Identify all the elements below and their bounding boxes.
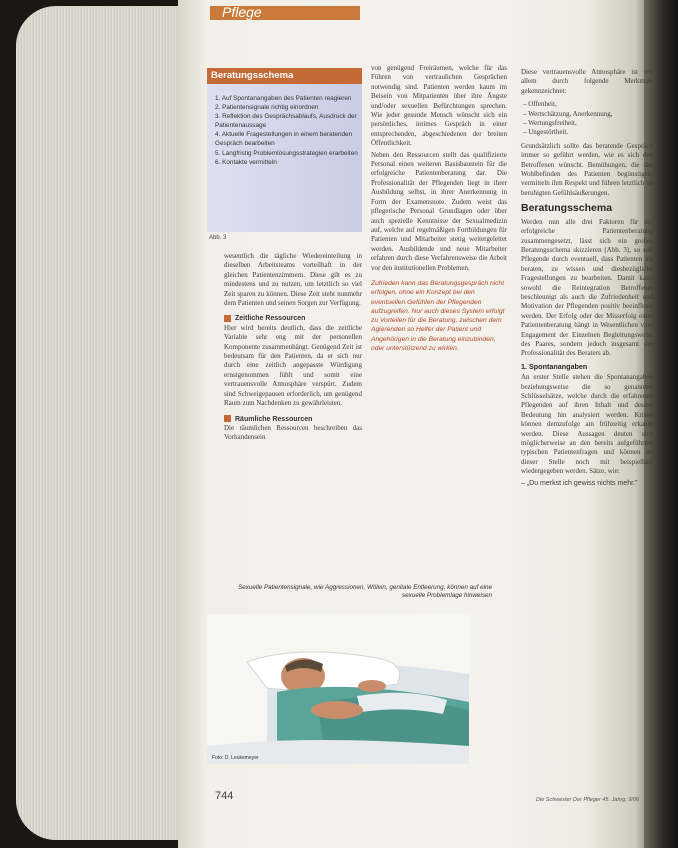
subheading-label: Zeitliche Ressourcen — [235, 315, 306, 323]
running-footer: Die Schwester Der Pfleger 45. Jahrg. 9/06 — [536, 797, 640, 803]
schema-item: 3. Reflektion des Gesprächsablaufs, Ausdruck der Patientenaussage — [215, 113, 357, 130]
schema-item: 2. Patientensignale richtig einordnen — [215, 104, 319, 112]
paragraph: Diese vertrauensvolle Atmosphäre ist vor allem durch folgende Merkmale gekennzeichnet: — [521, 68, 653, 95]
schema-item: 6. Kontakte vermitteln — [215, 158, 277, 166]
subheading-label: Räumliche Ressourcen — [235, 415, 313, 423]
schema-item: 5. Langfristig Problemlösungsstrategien erarbeiten — [215, 149, 358, 157]
schema-item: 1. Auf Spontanangaben des Patienten reagieren — [215, 95, 352, 102]
photo-credit: Foto: D. Leukemeyer — [212, 755, 259, 761]
photo-caption: Sexuelle Patientensignale, wie Aggressionen, Wtilein, genitale Entleerung, können auf eine sexuelle Problemlage hinweisen — [238, 584, 492, 599]
column-2 — [371, 64, 507, 353]
page-number: 744 — [215, 790, 234, 802]
paragraph: von genügend Freiräumen, welche für das Führen von vertraulichen Gesprächen notwendig sind. Patienten werden kaum im Beisein von Mitpatienten über ihre Ängste und/oder sexuellen Befürchtungen sprechen. Wie jeder gesunde Mensch wünscht sich ein persönliches, intimes Gespräch in einer entsprechenden, abgeschiedenen der breiten Öffentlichkeit. — [371, 64, 507, 148]
pull-quote: Zufrieden kann das Beratungsgespräch nicht erfolgen, ohne ein Konzept bei den eventuellen Gefühlen der Pflegenden aufzugreifen. Nur auch dieses System erfolgt zu Vorteilen für die Beratung, zwischen dem Agierenden so Helfer der Patient und Angehörigen in die Beratung einzubinden, oder unterstützend zu wirken. — [371, 279, 505, 353]
schema-box — [207, 68, 362, 232]
subheading-space — [224, 415, 362, 424]
schema-box-title: Beratungsschema — [207, 68, 362, 84]
schema-list — [215, 94, 358, 167]
heading-spontanangaben: 1. Spontanangaben — [521, 361, 588, 371]
patient-photo — [207, 614, 469, 764]
paragraph: Werden nun alle drei Faktoren für die erfolgreiche Patientenberatung zusammengesetzt, lässt sich ein grobes Beratungsschema skizzieren (Abb. 3), so soll Pflegende durch eventuell, dass Patienten als beraten, zu wissen und diesbezügliche Fragestellungen zu bearbeiten. Damit kann sowohl die Reintegration Betroffener beschleunigt als auch die Zufriedenheit und Motivation der Pflegenden positiv beeinflusst werden. Der Erfolg oder der Misserfolg einer Patientenberatung hängt in Wesentlichen vom Engagement der Einzelnen Begleitungsweise des Paares, sondern jedoch insgesamt der Professionalität des Beraters ab. — [521, 217, 653, 358]
paragraph: Hier wird bereits deutlich, dass die zeitliche Variable sehr eng mit der personellen Komponente zusammenhängt. Genügend Zeit ist bedeutsam für den Patienten, da er sich nur durch eine zeitlich angepasste Würdigung ernstgenommen fühlt und somit eine vertrauensvolle Atmosphäre verspürt. Zudem sind Schweigepausen erforderlich, um genügend Raum zum Nachdenken zu gewährleisten. — [224, 323, 362, 408]
paragraph: Neben den Ressourcen stellt das qualifizierte Personal einen weiteren Basisbaustein für die erfolgreiche Patientenberatung dar. Die Professionalität der Pflegenden liegt in ihrer Ausbildung selbst, in ihrer Anerkennung in Form der Examensnote. Zudem weist das pflegerische Personal Grundlagen oder über auch spezielle Kenntnisse der Sexualmedizin auf, welche auf regelmäßigen Fortbildungen für Patienten und Mitarbeiter stetig weitergeleitet werden. Ausbildende und neue Mitarbeiter erfahren durch diese Verfahrensweise die Arbeit vor den institutionellen Problemen. — [371, 150, 507, 272]
paragraph: Grundsätzlich sollte das beratende Gespräch immer so geführt werden, wie es sich den Betroffenen wünscht. Bemühungen, die das Wohlbefinden des Patienten begünstigen, vermitteln ihm Respekt und führen letztlich zu beruhigten Gefühlsäußerungen. — [521, 141, 653, 197]
column-1 — [224, 252, 362, 443]
square-bullet-icon — [224, 315, 231, 322]
quoted-statement: – „Du merkst ich gewiss nichts mehr." — [521, 479, 638, 487]
patient-in-bed-illustration — [207, 614, 469, 764]
heading-beratungsschema: Beratungsschema — [521, 202, 613, 215]
list-item: – Wertschätzung, Anerkennung, — [523, 109, 613, 118]
paragraph: wesentlich die tägliche Wiedereinteilung in dieselben Arbeitsteams vorteilhaft in der gleichen Patientenzimmern. Diese gilt es zu mindestens und zu nutzen, um letztlich so viel Zeit sparen zu können. Diese Zeit steht nunmehr dem Patienten und seinen Sorgen zur Verfügung. — [224, 252, 362, 308]
schema-item: 4. Aktuelle Fragestellungen in einem beratenden Gespräch bearbeiten — [215, 131, 353, 148]
figure-caption: Abb. 3 — [209, 235, 227, 241]
list-item: – Ungestörtheit. — [523, 128, 569, 137]
paragraph: An erster Stelle stehen die Spontanangaben beziehungsweise die so genannten Schlüsselsätze, welche durch die erfahrenen Pflegenden auf ihren Inhalt und dessen Bedeutung hin analysiert werden. Krisen können demzufolge am frühzeitig erkannt werden. Diese Aussagen deuten sich möglicherweise an den bereits aufgeführten typischen Patientenfragen und können an dieser Stelle noch mit beispielhaft wiedergegeben werden. Sätze, wie: — [521, 373, 653, 476]
section-title: Pflege — [222, 4, 262, 20]
column-3 — [521, 68, 653, 488]
subheading-time — [224, 314, 362, 323]
feature-list — [523, 100, 653, 138]
paragraph: Die räumlichen Ressourcen beschreiben das Vorhandensein — [224, 423, 362, 442]
square-bullet-icon — [224, 415, 231, 422]
list-item: – Offenheit, — [523, 100, 557, 109]
list-item: – Wertungsfreiheit, — [523, 119, 577, 128]
